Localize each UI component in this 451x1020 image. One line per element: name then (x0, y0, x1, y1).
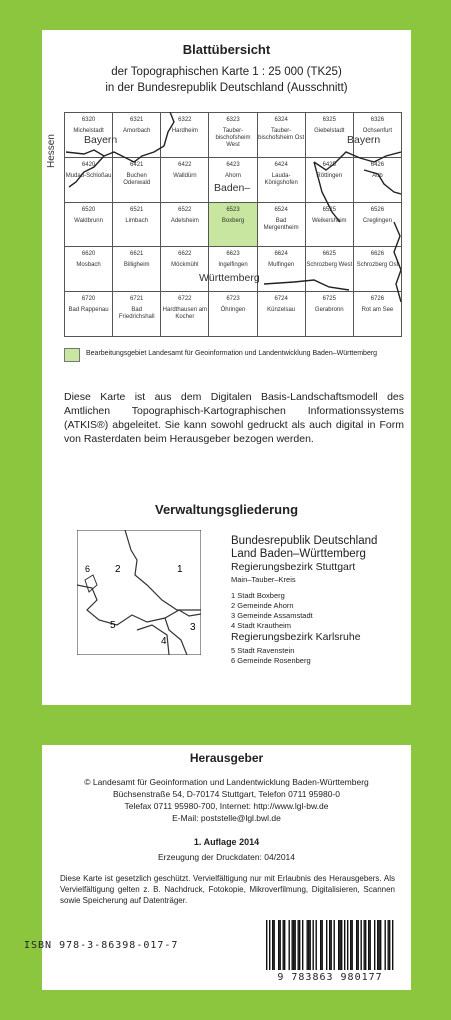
barcode-bar (272, 920, 273, 970)
description-text: Diese Karte ist aus dem Digitalen Basis-Landschaftsmodell des Amtlichen Topographisch-Kartographischen Informationssystems (ATKIS®) abgeleitet. Sie kann sowohl gedruckt als auch digital in Form von Rasterdaten beim Herausgeber bezogen werden. (64, 391, 404, 445)
publisher-line-4: E-Mail: poststelle@lgl.bwl.de (172, 813, 281, 823)
state-border-line (314, 152, 401, 170)
sheet-name: Mudau-Schloßau (65, 172, 112, 179)
sheet-name: Gerabronn (314, 307, 344, 314)
barcode-bar (370, 920, 371, 970)
sheet-name: Schrozberg Ost (356, 262, 399, 269)
sheet-number: 6522 (178, 206, 192, 213)
sheet-number: 6526 (370, 206, 385, 213)
admin-map-number-5: 5 (110, 620, 116, 631)
sheet-number: 6321 (130, 117, 144, 123)
sheet-number: 6625 (322, 251, 336, 258)
sheet-name: Michelstadt (73, 128, 104, 134)
sheet-number: 6323 (226, 117, 240, 123)
barcode-bar (388, 920, 389, 970)
sheet-number: 6423 (226, 161, 240, 168)
sheet-name: Tauber-bischofsheim West (215, 128, 251, 148)
barcode-bar (392, 920, 393, 970)
sheet-name: Möckmühl (171, 262, 199, 269)
sheet-number: 6521 (130, 206, 144, 213)
admin-map (77, 530, 201, 655)
barcode-bar (269, 920, 270, 970)
barcode-bar (350, 920, 351, 970)
sheet-name: Mosbach (76, 262, 101, 269)
admin-county: Main–Tauber–Kreis (231, 575, 296, 584)
sheet-name: Hardheim (171, 128, 198, 134)
sheet-name: Tauber-bischofsheim Ost (258, 128, 305, 141)
sheet-name: Creglingen (362, 217, 392, 224)
barcode-bar (298, 920, 299, 970)
barcode-bar (316, 920, 317, 970)
sheet-number: 6725 (322, 296, 336, 303)
barcode-bar (389, 920, 390, 970)
sheet-number: 6623 (226, 251, 240, 258)
label-bayern-left: Bayern (84, 134, 118, 146)
barcode-bar (289, 920, 290, 970)
label-wuerttemberg: Württemberg (199, 272, 260, 284)
barcode-bar (299, 920, 300, 970)
barcode-bar (322, 920, 323, 970)
admin-map-number-3: 3 (190, 622, 196, 633)
admin-list (231, 535, 406, 666)
sheet-number: 6621 (130, 251, 144, 258)
sheet-number: 6726 (370, 296, 385, 303)
admin-state: Land Baden–Württemberg (231, 548, 366, 560)
sheet-number: 6325 (322, 117, 336, 123)
barcode-bar (278, 920, 279, 970)
sheet-name: Röttingen (316, 172, 343, 179)
barcode-bar (364, 920, 365, 970)
sheet-name: Bad Friedrichshall (118, 307, 155, 321)
barcode-bar (292, 920, 293, 970)
legend-text: Bearbeitungsgebiet Landesamt für Geoinformation und Landentwicklung Baden–Württemberg (86, 350, 378, 357)
sheet-name: Ingelfingen (218, 262, 248, 269)
admin-map-number-2: 2 (115, 564, 121, 575)
publisher-title: Herausgeber (189, 751, 264, 765)
barcode-bar (344, 920, 345, 970)
admin-item: 5 Stadt Ravenstein (231, 646, 295, 655)
admin-item: 2 Gemeinde Ahorn (231, 601, 294, 610)
map-overview-panel (42, 30, 411, 705)
barcode-bars (260, 918, 400, 974)
admin-country: Bundesrepublik Deutschland (231, 535, 378, 547)
barcode-bar (365, 920, 366, 970)
admin-item: 4 Stadt Krautheim (231, 621, 292, 630)
legend-swatch (64, 348, 80, 362)
barcode-bar (338, 920, 339, 970)
barcode-bar (284, 920, 285, 970)
admin-title: Verwaltungsgliederung (154, 502, 299, 517)
copyright-text: Diese Karte ist gesetzlich geschützt. Vervielfältigung nur mit Erlaubnis des Herausgebers. Als Vervielfältigung gelten z. B. Nachdruck, Fotokopie, Mikroverfilmung, Digitalisieren, Scannen sowie Speicherung auf Datenträger. (60, 874, 395, 905)
sheet-number: 6720 (81, 296, 96, 303)
barcode-bar (326, 920, 327, 970)
sheet-number: 6722 (178, 296, 192, 303)
admin-map-number-1: 1 (177, 564, 183, 575)
isbn: ISBN 978-3-86398-017-7 (24, 940, 179, 951)
sheet-name: Weikersheim (311, 217, 347, 224)
sheet-number: 6424 (274, 161, 288, 168)
sheet-number: 6624 (274, 251, 288, 258)
sheet-number: 6524 (274, 206, 288, 213)
barcode-bar (295, 920, 296, 970)
barcode-bar (341, 920, 342, 970)
barcode-bar (358, 920, 359, 970)
admin-map-number-6: 6 (85, 564, 91, 574)
sheet-number: 6520 (81, 206, 96, 213)
publisher-line-3: Telefax 0711 95980-700, Internet: http://www.lgl-bw.de (124, 801, 329, 811)
barcode-bar (361, 920, 362, 970)
admin-map-number-4: 4 (161, 636, 167, 647)
overview-title: Blattübersicht (182, 42, 271, 57)
barcode-bar (283, 920, 284, 970)
barcode-bar (308, 920, 309, 970)
admin-item: 1 Stadt Boxberg (231, 591, 285, 600)
barcode-bar (347, 920, 348, 970)
sheet-name: Rot am See (361, 307, 394, 314)
barcode (260, 918, 400, 986)
sheet-number: 6320 (81, 117, 96, 123)
barcode-bar (380, 920, 381, 970)
barcode-bar (302, 920, 303, 970)
sheet-name: Adelsheim (170, 217, 199, 224)
admin-district-2: Regierungsbezirk Karlsruhe (231, 631, 361, 643)
sheet-name: Schrozberg West (306, 262, 353, 269)
state-border-line (394, 222, 401, 302)
barcode-bar (331, 920, 332, 970)
sheet-number: 6322 (178, 117, 192, 123)
barcode-bar (352, 920, 353, 970)
sheet-number: 6721 (130, 296, 144, 303)
overview-subtitle-1: der Topographischen Karte 1 : 25 000 (TK25) (111, 66, 342, 78)
barcode-bar (374, 920, 375, 970)
sheet-number: 6421 (130, 161, 144, 168)
publisher-line-2: Büchsenstraße 54, D-70174 Stuttgart, Telefon 0711 95980-0 (113, 789, 340, 799)
publisher-line-1: © Landesamt für Geoinformation und Landentwicklung Baden-Württemberg (84, 777, 369, 787)
barcode-bar (334, 920, 335, 970)
sheet-number: 6626 (370, 251, 385, 258)
sheet-name: Billigheim (123, 262, 150, 269)
barcode-bar (377, 920, 378, 970)
admin-item: 6 Gemeinde Rosenberg (231, 656, 311, 665)
sheet-name: Waldbrunn (74, 217, 103, 224)
sheet-number: 6724 (274, 296, 288, 303)
overview-subtitle-2: in der Bundesrepublik Deutschland (Ausschnitt) (105, 82, 348, 94)
sheet-name: Walldürn (173, 172, 197, 179)
barcode-bar (320, 920, 321, 970)
sheet-name: Bad Rappenau (68, 307, 109, 314)
barcode-bar (307, 920, 308, 970)
state-border-line (364, 170, 401, 194)
sheet-number: 6525 (322, 206, 336, 213)
sheet-number: 6425 (322, 161, 336, 168)
state-border-line (66, 146, 164, 162)
barcode-bar (340, 920, 341, 970)
barcode-bar (356, 920, 357, 970)
sheet-name: Ahorn (224, 172, 241, 179)
sheet-number: 6324 (274, 117, 288, 123)
print-date: Erzeugung der Druckdaten: 04/2014 (157, 852, 296, 862)
barcode-bar (266, 920, 267, 970)
barcode-bar (379, 920, 380, 970)
sheet-name: Amorbach (123, 128, 151, 134)
sheet-number: 6426 (370, 161, 385, 168)
sheet-name: Limbach (125, 217, 149, 224)
sheet-name: Bad Mergentheim (263, 217, 299, 231)
sheet-name: Lauda-Königshofen (264, 172, 298, 186)
sheet-number: 6620 (81, 251, 96, 258)
edition: 1. Auflage 2014 (193, 837, 260, 847)
sheet-name: Mulfingen (268, 262, 295, 269)
state-border-line (314, 162, 340, 222)
sheet-name: Boxberg (221, 217, 245, 224)
sheet-name: Öhringen (220, 307, 246, 314)
barcode-digits: 9 783863 980177 (277, 972, 383, 983)
admin-district-1: Regierungsbezirk Stuttgart (231, 561, 356, 573)
sheet-grid (46, 112, 401, 336)
barcode-bar (293, 920, 294, 970)
barcode-bar (313, 920, 314, 970)
barcode-bar (385, 920, 386, 970)
label-bayern-right: Bayern (347, 134, 381, 146)
sheet-name: Hardthausen am Kocher (162, 307, 208, 321)
sheet-name: Künzelsau (267, 307, 296, 314)
barcode-bar (280, 920, 281, 970)
sheet-name: Buchen Odenwald (123, 172, 151, 186)
barcode-bar (368, 920, 369, 970)
sheet-number: 6523 (226, 206, 240, 213)
sheet-number: 6422 (178, 161, 192, 168)
barcode-bar (310, 920, 311, 970)
sheet-name: Ochsenfurt (362, 128, 393, 134)
state-border-line (264, 280, 349, 290)
sheet-name: Giebelstadt (314, 128, 345, 134)
sheet-name: Aub (372, 172, 383, 179)
sheet-number: 6622 (178, 251, 192, 258)
sheet-number: 6723 (226, 296, 240, 303)
state-border-line (69, 156, 104, 187)
label-baden: Baden– (214, 182, 251, 194)
barcode-bar (274, 920, 275, 970)
barcode-bar (329, 920, 330, 970)
label-hessen: Hessen (46, 134, 57, 168)
state-border-line (164, 112, 174, 146)
admin-item: 3 Gemeinde Assamstadt (231, 611, 313, 620)
sheet-number: 6420 (81, 161, 96, 168)
sheet-number: 6326 (370, 117, 385, 123)
